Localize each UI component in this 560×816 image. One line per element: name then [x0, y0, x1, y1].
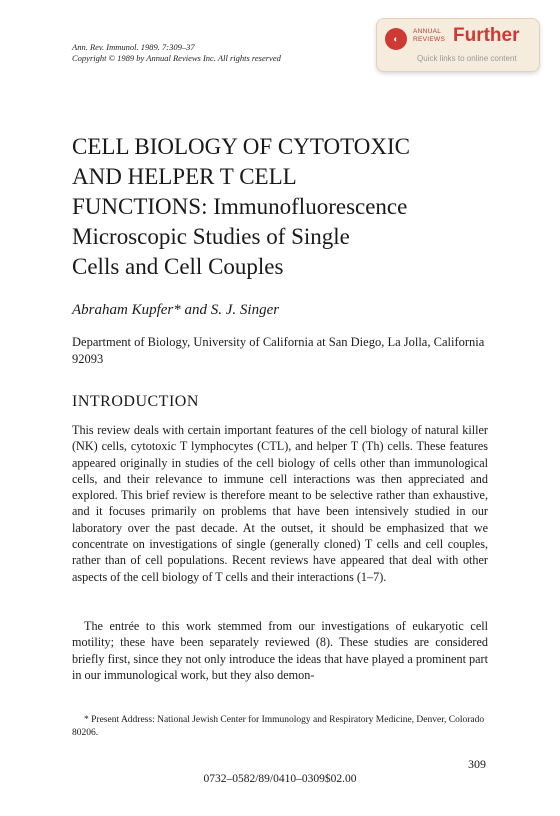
badge-publisher: ANNUAL REVIEWS: [413, 28, 446, 43]
annual-reviews-logo-icon: ◐: [385, 28, 407, 50]
journal-citation-line1: Ann. Rev. Immunol. 1989. 7:309–37: [72, 42, 195, 52]
journal-citation: [72, 42, 281, 64]
section-heading: INTRODUCTION: [72, 393, 199, 410]
badge-further-label: Further: [453, 25, 520, 46]
page-number: 309: [468, 757, 486, 771]
footnote: * Present Address: National Jewish Center for Immunology and Respiratory Medicine, Denver, Colorado 80206.: [72, 715, 485, 738]
article-code: 0732–0582/89/0410–0309$02.00: [203, 773, 357, 785]
body-paragraph-2: The entrée to this work stemmed from our investigations of eukaryotic cell motility; these have been separately reviewed (8). These studies are considered briefly first, since they not only introduce the ideas that have played a prominent part in our immunological work, but they also demon-: [72, 619, 488, 682]
body-paragraph-1: This review deals with certain important features of the cell biology of natural killer (NK) cells, cytotoxic T lymphocytes (CTL), and helper T (Th) cells. These features appeared originally in studies of the cell biology of cells other than immunological cells, and their relevance to immune cell interactions was then appreciated and explored. This brief review is therefore meant to be selective rather than exhaustive, and it focuses primarily on problems that have been intensively studied in our laboratory over the past decade. At the outset, it should be emphasized that we concentrate on investigations of single (generally cloned) T cells and cell couples, rather than of cell populations. Recent reviews have appeared that deal with other aspects of the cell biology of T cells and their interactions (1–7).: [72, 423, 488, 584]
further-links-badge[interactable]: [376, 18, 540, 72]
affiliation: Department of Biology, University of California at San Diego, La Jolla, California 92093: [72, 335, 485, 366]
authors: Abraham Kupfer* and S. J. Singer: [72, 302, 280, 318]
copyright-line: Copyright © 1989 by Annual Reviews Inc. All rights reserved: [72, 53, 281, 63]
badge-subtitle: Quick links to online content: [417, 54, 517, 63]
article-title: CELL BIOLOGY OF CYTOTOXIC AND HELPER T CELL FUNCTIONS: Immunofluorescence Microscopic Studies of Single Cells and Cell Couples: [72, 134, 410, 279]
